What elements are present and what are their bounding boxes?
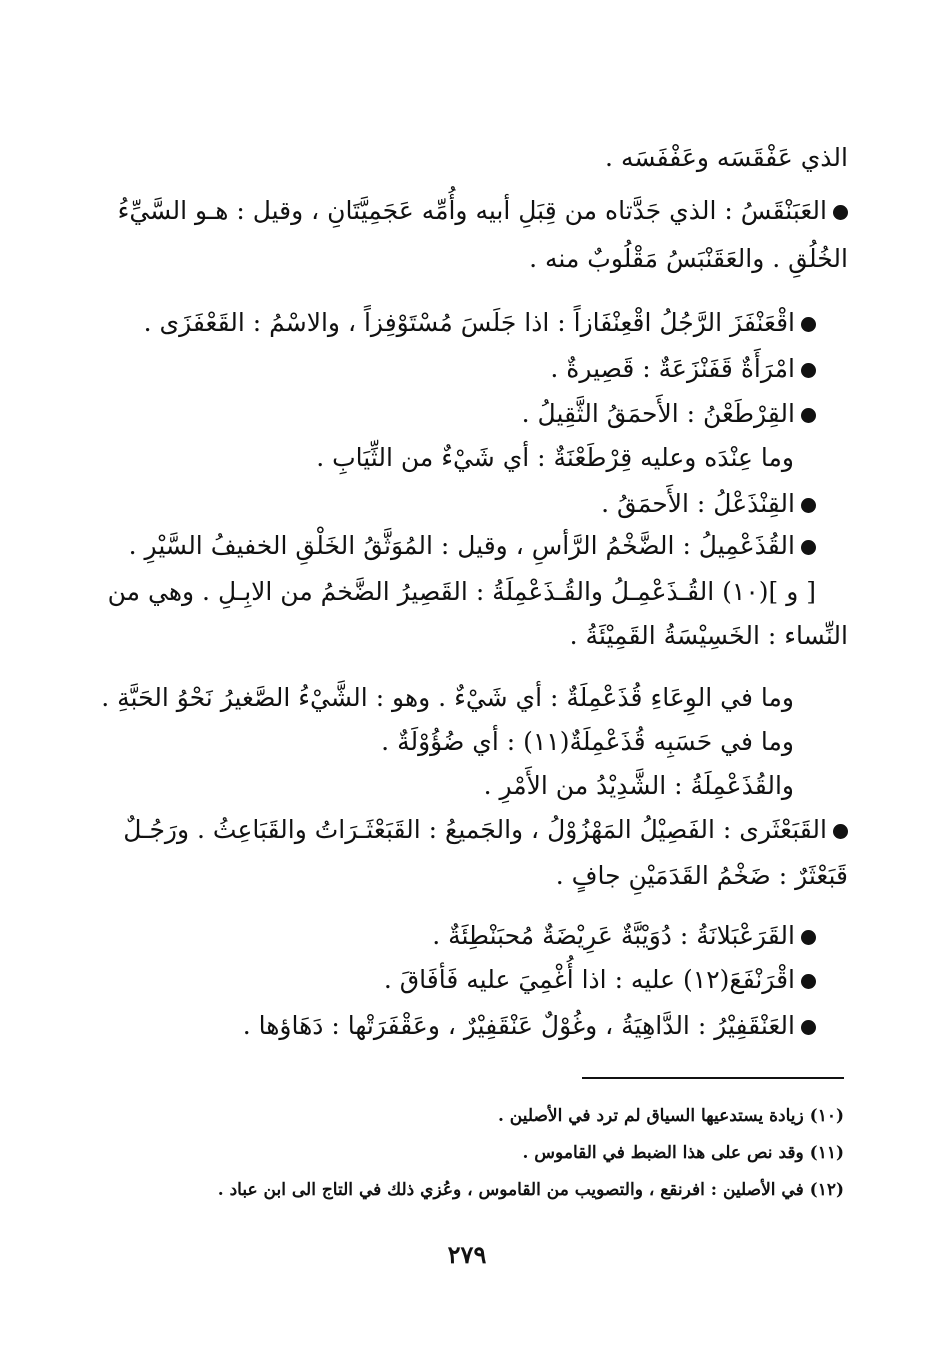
text-line: وما عِنْدَه وعليه قِرْطَعْنَةٌ : أي شَيْءٌ من الثِّيَابِ . [316, 443, 794, 472]
text-line: والقُذَعْمِلَةُ : الشَّدِيْدُ من الأَمْرِ . [483, 771, 794, 800]
entry-text: العَبَنْقَسُ : الذي جَدَّتاه من قِبَلِ أبيه وأُمِّه عَجَمِيَّتَانِ ، وقيل : هـو السَّيِّءُ [117, 196, 827, 225]
entry-line [384, 962, 816, 998]
text-line: وما في حَسَبِه قُذَعْمِلَةٌ(١١) : أي ضُؤُوْلَةٌ . [381, 727, 794, 756]
text-line: الخُلُقِ . والعَقَنْبَسُ مَقْلُوبٌ منه . [529, 244, 848, 273]
text-line: قَبَعْثَرٌ : ضَخْمُ القَدَمَيْنِ جافٍ . [555, 861, 848, 890]
footnote: (١٠) زيادة يستدعيها السياق لم ترد في الأصلين . [497, 1106, 844, 1126]
entry-text: القَبَعْثَرى : الفَصِيْلُ المَهْزُوْلُ ، والجَميعُ : القَبَعْثَـرَاتُ والقَبَاعِثُ . ورَجُـلٌ [123, 815, 827, 844]
bullet-icon [833, 824, 848, 839]
text-line: [ و ](١٠) القُـذَعْمِـلُ والقُـذَعْمِلَةُ : القَصِيرُ الضَّخمُ من الابِـلِ . وهي من [107, 577, 816, 606]
entry-text: اقْعَنْفَزَ الرَّجُلُ اقْعِنْفَازاً : اذا جَلَسَ مُسْتَوْفِزاً ، والاسْمُ : القَعْفَزَى . [143, 308, 795, 337]
entry-line [432, 918, 816, 954]
entry-text: العَنْقَفِيْرُ : الدَّاهِيَةُ ، وغُوْلٌ عَنْقَفِيْرٌ ، وعَقْفَرَتْها : دَهَاؤها . [242, 1011, 795, 1040]
bullet-icon [801, 408, 816, 423]
entry-line [550, 351, 816, 387]
bullet-icon [801, 930, 816, 945]
entry-text: القِنْذَعْلُ : الأَحمَقُ . [601, 489, 795, 518]
entry-line [144, 305, 816, 341]
text-line: النِّساء : الخَسِيْسَةُ القَمِيْئَةُ . [569, 621, 848, 650]
entry-text: اقْرَنْفَعَ(١٢) عليه : اذا أُغْمِيَ عليه فَأفَاقَ . [383, 965, 795, 994]
bullet-icon [801, 1020, 816, 1035]
entry-text: القَرَعْبَلانَةُ : دُوَيْبَّةٌ عَرِيْضَةٌ مُحبَنْطِئَةٌ . [432, 921, 795, 950]
entry-line [117, 193, 848, 229]
footnote: (١٢) في الأصلين : افرنقع ، والتصويب من القاموس ، وعُزي ذلك في التاج الى ابن عباد . [217, 1180, 844, 1200]
entry-line [601, 486, 816, 522]
entry-line [243, 1008, 816, 1044]
bullet-icon [801, 317, 816, 332]
bullet-icon [801, 540, 816, 555]
entry-text: القُذَعْمِيلُ : الضَّخْمُ الرَّأسِ ، وقيل : المُوَثَّقُ الخَلْقِ الخفيفُ السَّيْرِ . [128, 531, 795, 560]
entry-text: القِرْطَعْنُ : الأَحمَقُ الثَّقِيلُ . [521, 399, 795, 428]
entry-line [522, 396, 816, 432]
bullet-icon [833, 205, 848, 220]
text-line: الذي عَفْقَسَه وعَفْفَسَه . [605, 143, 848, 172]
bullet-icon [801, 498, 816, 513]
entry-line [129, 528, 816, 564]
entry-text: امْرَأَةٌ قَفَنْزَعَةٌ : قَصِيرةٌ . [550, 354, 795, 383]
footnote-divider [582, 1077, 844, 1079]
entry-line [123, 812, 848, 848]
bullet-icon [801, 974, 816, 989]
page-number: ٢٧٩ [447, 1240, 487, 1269]
footnote: (١١) وقد نص على هذا الضبط في القاموس . [522, 1143, 844, 1163]
bullet-icon [801, 363, 816, 378]
text-line: وما في الوِعَاءِ قُذَعْمِلَةٌ : أي شَيْءٌ . وهو : الشَّيْءُ الصَّغيرُ نَحْوُ الحَبَّةِ . [101, 683, 794, 712]
